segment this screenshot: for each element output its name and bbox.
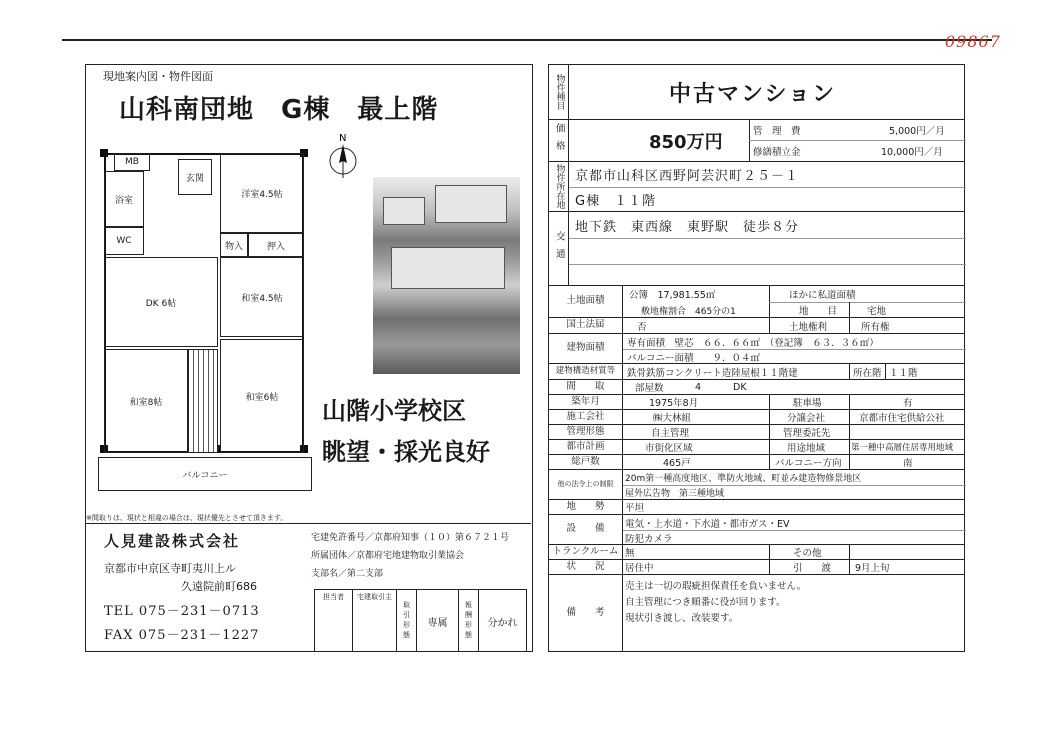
top-rule bbox=[62, 39, 992, 41]
price-value: 850万円 bbox=[649, 131, 723, 153]
row-built bbox=[549, 395, 964, 410]
row-traffic bbox=[549, 212, 964, 286]
room-wc: WC bbox=[104, 227, 144, 255]
compass-icon bbox=[326, 131, 360, 181]
room-japanese-8: 和室8帖 bbox=[104, 349, 188, 453]
row-land-area bbox=[549, 286, 964, 318]
row-trunk-room bbox=[549, 545, 964, 560]
mgmt-company-label: 管理委託先 bbox=[783, 428, 831, 439]
row-other-law bbox=[549, 470, 964, 500]
rooms-count: 4 bbox=[695, 381, 702, 393]
balcony: バルコニー bbox=[98, 457, 312, 491]
compass-label: N bbox=[339, 133, 347, 144]
row-land-law bbox=[549, 318, 964, 334]
seller-label: 分譲会社 bbox=[787, 413, 826, 424]
mgmt-fee: 5,000円／月 bbox=[889, 126, 945, 137]
built: 1975年8月 bbox=[649, 398, 699, 409]
repair-label: 修繕積立金 bbox=[753, 147, 801, 158]
zoning-label: 用途地域 bbox=[787, 443, 826, 454]
company-footer bbox=[86, 523, 531, 652]
view-note: 眺望・採光良好 bbox=[322, 438, 490, 466]
company-fax: FAX 075－231－1227 bbox=[104, 628, 260, 643]
other-law-2: 屋外広告物 第三種地域 bbox=[625, 489, 725, 499]
other-law-1: 20m第一種高度地区、準防火地域、町並み建造物修景地区 bbox=[625, 474, 862, 484]
building-photo bbox=[373, 177, 520, 374]
row-units bbox=[549, 455, 964, 470]
room-mb: MB bbox=[114, 153, 150, 171]
company-address-1: 京都市中京区寺町夷川上ル bbox=[104, 562, 236, 575]
company-tel: TEL 075－231－0713 bbox=[104, 604, 260, 619]
row-builder bbox=[549, 410, 964, 425]
floor-label: 所在階 bbox=[853, 367, 882, 379]
company-name: 人見建設株式会社 bbox=[104, 532, 241, 550]
row-structure bbox=[549, 364, 964, 380]
room-western: 洋室4.5帖 bbox=[220, 153, 304, 233]
layout-note: ※間取りは、現状と相違の場合は、現状優先とさせて頂きます。 bbox=[86, 514, 288, 522]
mgmt-form: 自主管理 bbox=[651, 428, 690, 439]
type-label: 物件種目 bbox=[549, 65, 569, 119]
builder-label: 施工会社 bbox=[549, 410, 623, 424]
room-dk: DK 6帖 bbox=[104, 257, 218, 347]
private-road-label: ほかに私道面積 bbox=[789, 290, 856, 301]
balcony-dir: 南 bbox=[903, 458, 913, 469]
remarks-2: 自主管理につき順番に役が回ります。 bbox=[625, 597, 786, 608]
rooms-label: 部屋数 bbox=[635, 383, 664, 394]
traffic-value: 地下鉄 東西線 東野駅 徒歩８分 bbox=[575, 219, 800, 235]
property-spec-panel bbox=[548, 64, 965, 652]
stamp-split: 分かれ bbox=[479, 590, 527, 652]
row-layout bbox=[549, 380, 964, 395]
zoning: 第一種中高層住居専用地域 bbox=[851, 443, 954, 453]
floor: １１階 bbox=[889, 367, 918, 379]
map-caption: 現地案内図・物件図面 bbox=[103, 70, 213, 83]
balcony-area: バルコニー面積 ９．０４㎡ bbox=[627, 352, 761, 364]
row-terrain bbox=[549, 500, 964, 515]
association: 所属団体／京都府宅地建物取引業協会 bbox=[311, 551, 465, 561]
seller: 京都市住宅供給公社 bbox=[859, 413, 945, 424]
land-area-label: 土地面積 bbox=[549, 286, 623, 317]
mgmt-form-label: 管理形態 bbox=[549, 425, 623, 439]
floor-plan-panel bbox=[85, 64, 533, 652]
remarks-1: 売主は一切の瑕疵担保責任を負いません。 bbox=[625, 581, 807, 592]
room-japanese-small: 和室4.5帖 bbox=[220, 257, 304, 337]
property-title: 山科南団地 G棟 最上階 bbox=[119, 95, 439, 125]
land-right-label: 土地権利 bbox=[789, 321, 828, 333]
type-value: 中古マンション bbox=[669, 81, 837, 107]
handover-label: 引 渡 bbox=[793, 563, 832, 574]
trunk: 無 bbox=[625, 548, 635, 559]
room-storage: 物入 bbox=[220, 233, 248, 257]
school-district: 山階小学校区 bbox=[322, 397, 466, 425]
building-floor: G棟 １１階 bbox=[575, 194, 657, 209]
room-entrance: 玄関 bbox=[178, 159, 212, 195]
structure: 鉄骨鉄筋コンクリート造陸屋根１１階建 bbox=[627, 367, 798, 379]
row-management bbox=[549, 425, 964, 440]
structure-label: 建物構造材質等 bbox=[549, 364, 623, 379]
traffic-label: 交通 bbox=[549, 212, 569, 285]
status: 居住中 bbox=[625, 563, 654, 574]
status-label: 状 況 bbox=[549, 560, 623, 574]
built-label: 築年月 bbox=[549, 395, 623, 409]
terrain: 平坦 bbox=[625, 503, 645, 514]
stamp-exclusive: 専属 bbox=[417, 590, 459, 652]
row-type bbox=[549, 65, 964, 120]
handover: 9月上旬 bbox=[855, 563, 890, 574]
land-category: 宅地 bbox=[867, 306, 887, 317]
builder: ㈱大林組 bbox=[653, 413, 692, 424]
terrain-label: 地 勢 bbox=[549, 500, 623, 514]
land-law: 否 bbox=[637, 321, 647, 333]
other-law-label: 他の法令上の制限 bbox=[549, 470, 623, 499]
planning-label: 都市計画 bbox=[549, 440, 623, 454]
facilities-2: 防犯カメラ bbox=[625, 533, 673, 545]
facilities-1: 電気・上水道・下水道・都市ガス・EV bbox=[625, 518, 790, 530]
land-category-label: 地 目 bbox=[799, 306, 838, 317]
company-address-2: 久遠院前町686 bbox=[181, 580, 257, 593]
land-share: 敷地権割合 465分の1 bbox=[641, 306, 736, 317]
mgmt-fee-label: 管 理 費 bbox=[753, 126, 801, 137]
row-planning bbox=[549, 440, 964, 455]
license-number: 宅建免許番号／京都府知事（１０）第６７２１号 bbox=[311, 533, 510, 543]
stamp-agent: 宅建取引主 bbox=[353, 590, 397, 652]
planning: 市街化区域 bbox=[645, 443, 693, 454]
layout-label: 間 取 bbox=[549, 380, 623, 394]
room-japanese-6: 和室6帖 bbox=[220, 339, 304, 453]
address: 京都市山科区西野阿芸沢町２５－１ bbox=[575, 169, 800, 184]
parking-label: 駐車場 bbox=[793, 398, 822, 409]
location-label: 物件所在地 bbox=[549, 162, 569, 211]
room-closet-vertical bbox=[188, 349, 218, 453]
stamp-box bbox=[314, 589, 527, 652]
row-price bbox=[549, 120, 964, 162]
units: 465戸 bbox=[663, 458, 691, 469]
row-location bbox=[549, 162, 964, 212]
room-bath: 浴室 bbox=[104, 171, 144, 227]
room-closet: 押入 bbox=[248, 233, 304, 257]
row-remarks bbox=[549, 575, 964, 651]
price-label: 価格 bbox=[549, 120, 569, 161]
balcony-dir-label: バルコニー方向 bbox=[775, 458, 842, 469]
row-status bbox=[549, 560, 964, 575]
branch: 支部名／第二支部 bbox=[311, 569, 384, 579]
exclusive-area: 専有面積 壁芯 ６６．６６㎡ （登記簿 ６３．３６㎡） bbox=[627, 337, 879, 349]
row-building-area bbox=[549, 334, 964, 364]
trunk-label: トランクルーム bbox=[549, 545, 623, 559]
units-label: 総戸数 bbox=[549, 455, 623, 469]
stamp-staff: 担当者 bbox=[315, 590, 353, 652]
building-area-label: 建物面積 bbox=[549, 334, 623, 363]
repair-fee: 10,000円／月 bbox=[881, 147, 943, 158]
remarks-label: 備 考 bbox=[549, 575, 623, 651]
land-law-label: 国土法届 bbox=[549, 318, 623, 333]
floor-plan bbox=[94, 145, 316, 495]
facilities-label: 設 備 bbox=[549, 515, 623, 544]
parking: 有 bbox=[903, 398, 913, 409]
land-right: 所有権 bbox=[861, 321, 890, 333]
stamp-transaction-form: 取引形態 bbox=[397, 590, 417, 652]
row-facilities bbox=[549, 515, 964, 545]
other-label: その他 bbox=[793, 548, 822, 559]
handwritten-number: 09867 bbox=[945, 32, 1001, 51]
stamp-commission-form: 報酬形態 bbox=[459, 590, 479, 652]
rooms-type: DK bbox=[733, 381, 747, 393]
remarks-3: 現状引き渡し、改装要す。 bbox=[625, 613, 739, 624]
land-area: 公簿 17,981.55㎡ bbox=[629, 290, 716, 301]
